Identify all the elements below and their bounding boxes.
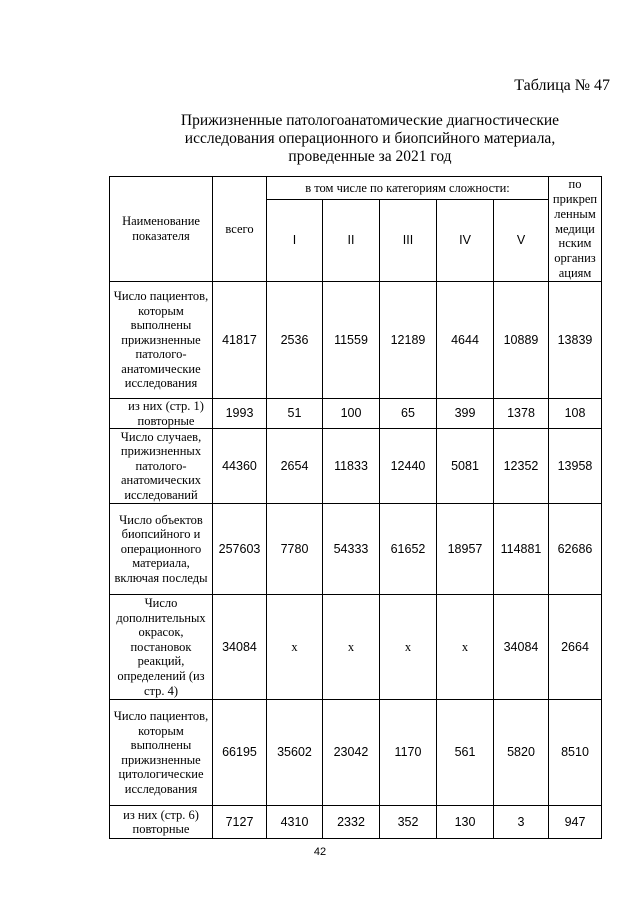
row-label: из них (стр. 1) повторные [110, 399, 213, 429]
cell-value: 61652 [380, 504, 437, 595]
cell-value: х [267, 595, 323, 700]
cell-value: 8510 [549, 700, 602, 806]
header-category-1: I [267, 200, 323, 282]
cell-value: 7780 [267, 504, 323, 595]
cell-value: 44360 [213, 429, 267, 504]
header-category-2: II [323, 200, 380, 282]
table-row [110, 595, 602, 700]
cell-value: х [437, 595, 494, 700]
row-label: Число пациентов, которым выполнены прижизненные цитологические исследования [110, 700, 213, 806]
row-label: Число объектов биопсийного и операционного материала, включая последы [110, 504, 213, 595]
cell-value: 561 [437, 700, 494, 806]
cell-value: 352 [380, 806, 437, 839]
table-title [150, 112, 590, 166]
cell-value: 23042 [323, 700, 380, 806]
statistics-table [109, 176, 602, 839]
cell-value: 34084 [494, 595, 549, 700]
row-label: Число дополнительных окрасок, постановок реакций, определений (из стр. 4) [110, 595, 213, 700]
cell-value: 7127 [213, 806, 267, 839]
cell-value: 54333 [323, 504, 380, 595]
header-category-4: IV [437, 200, 494, 282]
table-row [110, 399, 602, 429]
cell-value: 12352 [494, 429, 549, 504]
cell-value: 3 [494, 806, 549, 839]
cell-value: 2664 [549, 595, 602, 700]
cell-value: х [380, 595, 437, 700]
cell-value: 12189 [380, 282, 437, 399]
cell-value: 65 [380, 399, 437, 429]
header-name: Наименование показателя [110, 177, 213, 282]
cell-value: 34084 [213, 595, 267, 700]
cell-value: 130 [437, 806, 494, 839]
cell-value: 4644 [437, 282, 494, 399]
cell-value: 100 [323, 399, 380, 429]
cell-value: 41817 [213, 282, 267, 399]
row-label: Число пациентов, которым выполнены прижизненные патолого-анатомические исследования [110, 282, 213, 399]
cell-value: 257603 [213, 504, 267, 595]
table-row [110, 429, 602, 504]
cell-value: 11559 [323, 282, 380, 399]
header-attached: по прикреп ленным медици нским организ ациям [549, 177, 602, 282]
cell-value: 18957 [437, 504, 494, 595]
cell-value: 2654 [267, 429, 323, 504]
cell-value: 12440 [380, 429, 437, 504]
cell-value: 2536 [267, 282, 323, 399]
cell-value: 5820 [494, 700, 549, 806]
cell-value: 66195 [213, 700, 267, 806]
cell-value: 13839 [549, 282, 602, 399]
header-category-5: V [494, 200, 549, 282]
cell-value: 51 [267, 399, 323, 429]
header-total: всего [213, 177, 267, 282]
table-row [110, 700, 602, 806]
page-number: 42 [313, 846, 327, 858]
table-row [110, 806, 602, 839]
cell-value: 1170 [380, 700, 437, 806]
cell-value: 2332 [323, 806, 380, 839]
cell-value: 4310 [267, 806, 323, 839]
cell-value: 108 [549, 399, 602, 429]
table-number: Таблица № 47 [514, 77, 610, 94]
cell-value: 5081 [437, 429, 494, 504]
cell-value: 399 [437, 399, 494, 429]
cell-value: 13958 [549, 429, 602, 504]
table-row [110, 504, 602, 595]
cell-value: 35602 [267, 700, 323, 806]
cell-value: 62686 [549, 504, 602, 595]
cell-value: х [323, 595, 380, 700]
cell-value: 10889 [494, 282, 549, 399]
header-category-group: в том числе по категориям сложности: [267, 177, 549, 200]
cell-value: 947 [549, 806, 602, 839]
row-label: Число случаев, прижизненных патолого-анатомических исследований [110, 429, 213, 504]
cell-value: 11833 [323, 429, 380, 504]
table-row [110, 282, 602, 399]
title-line: исследования операционного и биопсийного материала, [184, 130, 556, 147]
title-line: проведенные за 2021 год [288, 148, 452, 165]
title-line: Прижизненные патологоанатомические диагностические [180, 112, 560, 129]
row-label: из них (стр. 6) повторные [110, 806, 213, 839]
cell-value: 114881 [494, 504, 549, 595]
cell-value: 1378 [494, 399, 549, 429]
header-category-3: III [380, 200, 437, 282]
cell-value: 1993 [213, 399, 267, 429]
